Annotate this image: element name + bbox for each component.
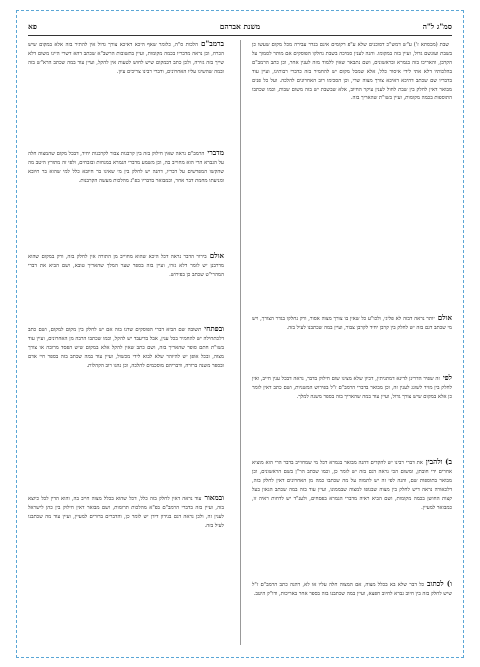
paragraph-text: תשובה שם הביא דברי הפוסקים שדנו בזה אם יש לחלק בין מקום למקום, ושם כתב דלכתחילה יש להחמיר בכל ענין, אבל בדיעבד יש להקל, וכמו שכתבו הרבה מן האחרונים, ועיין עוד בשו"ת חתם סופר שהאריך בזה, ושם כתב שאין להקל אלא במקום שיש הפסד מרובה או צורך מצוה, ובכל אופן יש להיזהר שלא לבוא לידי מכשול, ועיין עוד במה שכתב בזה בספר חיי אדם ובספר משנה ברורה, ודבריהם מוסכמים להלכה, וכן נהגו רוב הקהלות. bbox=[28, 327, 224, 369]
paragraph-lead-word: לפי bbox=[442, 374, 452, 382]
paragraph-text: כל דבר שלא בא בכלל מצוה, אם המצוה חלה עליו או לא, דהנה כתב הרמב"ם ז"ל שיש לחלק בזה בין חיוב גברא לחיוב חפצא, ועיין במה שכתבנו בזה בספר אחר באריכות, ודו"ק היטב. bbox=[252, 582, 452, 597]
paragraph-text: הלכות ס"ה, כלומר שאף היכא דאיכא צורך גדול אין להתיר בזה אלא במקום שיש הכרח, וכן נראה מדבריו בכמה מקומות, ועיין בתשובות הרשב"א שכתב דהא דשרי היינו משום דלא שייך בזה גזירה, ולכן כתב דבמקום שיש לחוש לטעות אין להקל, ועיין עוד במה שכתב הרא"ש בזה ובמה שהשיגו עליו האחרונים, ודברי רבינו צריכים עיון. bbox=[28, 42, 224, 75]
running-header bbox=[28, 22, 452, 36]
paragraph bbox=[28, 494, 224, 619]
right-text-column bbox=[252, 40, 452, 645]
paragraph-text: הרמב"ם נראה שאין חילוק בזה בין קרבנות צבור לקרבנות יחיד, דבכל מקום שהמצוה חלה על הגברא הרי הוא מחוייב בה, וכן משמע מדברי הגמרא במנחות ובזבחים, ולפי זה מתורץ היטב מה שהקשו המפרשים על דבריו, דהנה יש לחלק בין מי שאינו בר חיובא כלל למי שהוא בר חיובא ומניעתו מחמת דבר אחר, וכמבואר בדבריו בפ"ג מהלכות מעשה הקרבנות. bbox=[28, 151, 224, 184]
paragraph-text: שבת (מכסתא ז') ע"ש דמש"כ דסוכנים שלא ע"פ רקומים אינם בגדר עבירה מכל מקום שעשו כן בשבת ועונשם גדול, ועיין בזה במקומו. והנה לענין סמיכה בשבת נחלקו הפוסקים אם מותר לסמוך על הקרבן, והאריכו בזה בגמרא ובראשונים, ושם נתבאר שאין ללמוד מזה לענין אחר, וכן כתב הרמב"ם בהלכותיו דלא אתי לידי איסור כלל, אלא שמכל מקום יש להחמיר בזה כדברי רבותינו, ועיין עוד בדבריו שם שכתב דהיכא דאיכא צורך מצוה שרי, וכן הסכימו רוב האחרונים להלכה. ועל כל פנים מבואר דאין לחלק בין שבת לחול לענין עיקר החיוב, אלא שבשבת יש בזה משום שבות, וכמו שכתבו התוספות בכמה מקומות, ועיין בשו"ת שהאריך בזה. bbox=[252, 42, 452, 102]
paragraph-lead-word: ובפתחי bbox=[204, 325, 224, 333]
header-book-title: משנת אברהם bbox=[219, 22, 261, 31]
column-divider bbox=[240, 40, 241, 645]
paragraph bbox=[28, 252, 224, 320]
header-page-number: פא bbox=[28, 22, 37, 31]
paragraph bbox=[28, 149, 224, 247]
paragraph-lead-word: ב) ולהבין bbox=[425, 458, 452, 466]
paragraph bbox=[252, 458, 452, 575]
paragraph-lead-word: אולם bbox=[437, 314, 452, 322]
paragraph-text: זה שפיר הדרינן לדינא דמתניתין, דכיון שלא מצינו שום חילוק בדבר, נראה דבכל ענין חייב, ואין לחלק בין מזיד לשוגג לענין זה, וכן מבואר בדברי הרמב"ם ז"ל בפירוש המשניות, ושם כתב דאין לומר כן אלא במקום שיש צורך גדול, ועיין עוד במה שהאריך בזה בספר משנה למלך. bbox=[252, 376, 452, 400]
paragraph-text: עוד נראה דאין לחלק בזה כלל, דכל שהוא בכלל מצוה חייב בה, והוא הדין לכל כיוצא בזה, ועיין בזה בדברי הרמב"ם בפ"א מהלכות תרומות, ושם מבואר דאין חילוק בין כהן לישראל לענין זה, ולכן נראה דגם בנידון דידן יש לומר כן, והדברים ברורים למעיין, ועיין עוד מה שכתבנו לעיל בזה. bbox=[28, 496, 224, 529]
left-text-column bbox=[28, 40, 224, 645]
paragraph-text: בירור הדבר נראה דכל היכא שהוא מחוייב מן התורה אין לחלק בזה, ורק במקום שהוא מדרבנן יש לומר דלא גזרו, ועיין בזה בספר שער המלך שהאריך טובא, ושם הביא את דברי המהרי"ט שכתב כן בפירוש. bbox=[28, 254, 224, 278]
paragraph-text: את דברי רבינו יש להקדים דהנה מבואר בגמרא דכל מי שמחוייב בדבר הרי הוא מוציא אחרים ידי חובתן, ומשום הכי נראה דגם בזה יש לומר כן, וכמו שכתב הר"ן בשם הראשונים, וכן מבואר בתוספות שם, והנה לפי זה יש לתמוה על מה שכתבו כמה מן האחרונים דאין לחלק בזה, דלכאורה נראה דיש לחלק בין מצוה שבגופו למצוה שבממונו, ועיין עוד בזה במה שכתב הגאון בעל קצות החושן בכמה מקומות, ושם הביא ראיה מדברי הגמרא בפסחים, ולענ"ד יש לדחות ראיה זו, כמבואר למעיין. bbox=[252, 460, 452, 511]
paragraph bbox=[252, 580, 452, 632]
paragraph-text: יותר נראה דבזה לא פליגי, ולכו"ע כל שאין בו צורך מצוה אסור, ורק נחלקו בגדר הצורך, ויש מי שכתב דגם בזה יש לחלק בין קרבן יחיד לקרבן צבור, ועיין במה שכתבנו לעיל בזה. bbox=[252, 316, 452, 331]
paragraph-lead-word: ברמב"ם bbox=[201, 40, 224, 48]
paragraph-lead-word: ו) לכתוב bbox=[427, 580, 452, 588]
paragraph-lead-word: אולם bbox=[209, 252, 224, 260]
paragraph bbox=[252, 40, 452, 309]
paragraph-lead-word: מדברי bbox=[207, 149, 224, 157]
paragraph-lead-word: ובמאור bbox=[204, 494, 224, 502]
paragraph bbox=[28, 325, 224, 489]
paragraph bbox=[252, 314, 452, 369]
paragraph bbox=[252, 374, 452, 453]
paragraph bbox=[28, 40, 224, 144]
header-rule bbox=[28, 35, 452, 36]
header-section-label: סמ"ג ל"ה bbox=[422, 22, 452, 31]
